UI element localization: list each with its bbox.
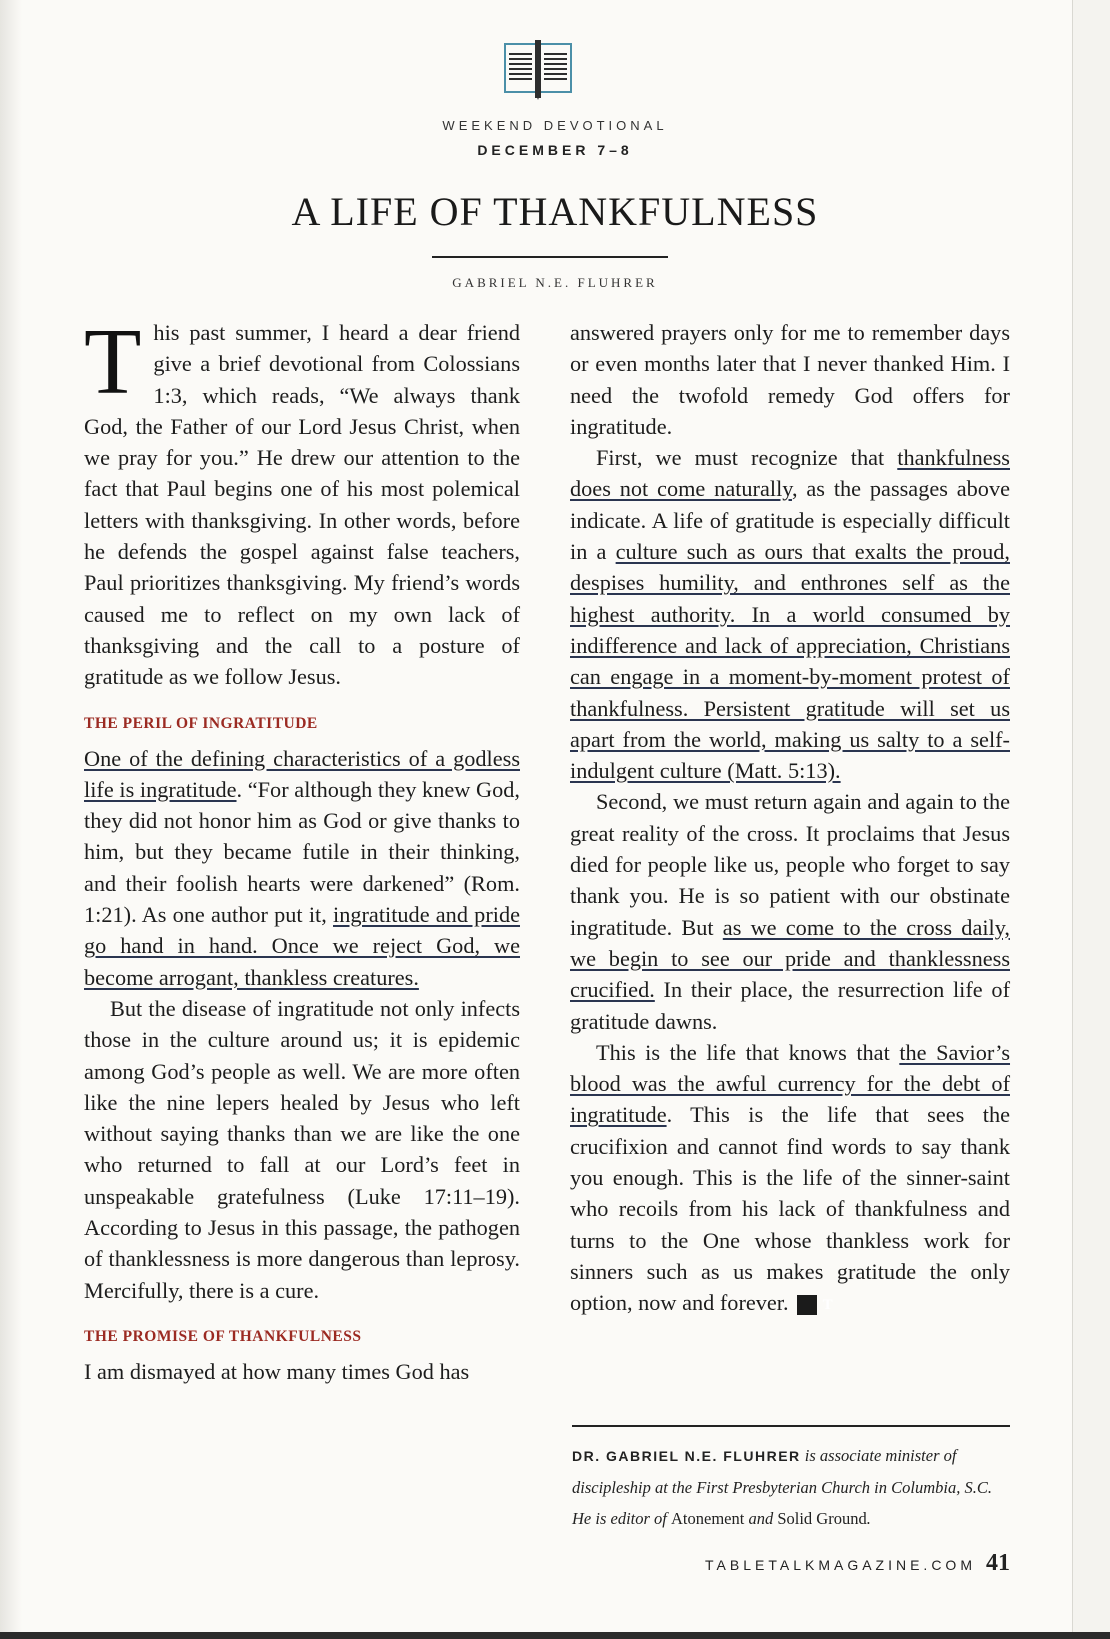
underlined-passage: as we come to the cross daily, we begin to see our pride and thanklessness crucified.: [570, 914, 1010, 1003]
paragraph-text: First, we must recognize that: [596, 445, 898, 471]
bio-book-title: Solid Ground: [777, 1509, 867, 1528]
end-mark-icon: T: [797, 1295, 817, 1315]
bio-book-title: Atonement: [671, 1509, 745, 1528]
paragraph-disease: But the disease of ingratitude not only infects those in the culture around us; it is epidemic among God’s people as well. We are more often like the nine lepers healed by Jesus who left without saying thanks than we are like the one who returned to fall at our Lord’s feet in unspeakable gratefulness (Luke 17:11–19). According to Jesus in this passage, the pathogen of thanklessness is more dangerous than leprosy. Mercifully, there is a cure.: [84, 995, 520, 1303]
article-title: A LIFE OF THANKFULNESS: [291, 189, 819, 234]
paragraph-text: In their place, the resurrection life of gratitude dawns.: [570, 977, 1010, 1034]
subhead-promise: THE PROMISE OF THANKFULNESS: [84, 1327, 362, 1345]
bio-text: is associate minister of discipleship at the First Presbyterian Church in Columbia, S.C. He is editor of: [572, 1446, 992, 1528]
right-column: [570, 317, 1010, 1319]
underlined-passage: One of the defining characteristics of a godless life is ingratitude: [84, 745, 520, 802]
underlined-passage: the Savior’s blood was the awful currency for the debt of ingratitude: [570, 1039, 1011, 1128]
footer-site: TABLETALKMAGAZINE.COM: [705, 1557, 976, 1573]
title-divider: [432, 256, 668, 258]
intro-text: his past summer, I heard a dear friend give a brief devotional from Colossians 1:3, which reads, “We always thank God, the Father of our Lord Jesus Christ, when we pray for you.” He drew our attention to the fact that Paul begins one of his most polemical letters with thanksgiving. In other words, before he defends the gospel against false teachers, Paul prioritizes thanksgiving. My friend’s words caused me to reflect on my own lack of thanksgiving and the call to a posture of gratitude as we follow Jesus.: [84, 320, 520, 690]
paragraph-first-remedy: [570, 442, 1010, 786]
left-column: [84, 310, 520, 1387]
author-byline: GABRIEL N.E. FLUHRER: [452, 275, 658, 290]
open-book-icon: [503, 40, 573, 102]
paragraph-closing: [570, 1037, 1010, 1319]
underlined-passage: culture such as ours that exalts the proud, despises humility, and enthrones self as the highest authority. In a world consumed by indifference and lack of appreciation, Christians can engage in a moment-by-moment protest of thankfulness. Persistent gratitude will set us apart from the world, making us salty to a self-indulgent culture (Matt. 5:13).: [570, 539, 1010, 784]
page-footer: [705, 1550, 1010, 1577]
author-bio: [572, 1440, 1012, 1534]
paragraph-dismayed-start: I am dismayed at how many times God has: [84, 1358, 470, 1384]
paragraph-second-remedy: [570, 786, 1010, 1036]
section-kicker: WEEKEND DEVOTIONAL: [442, 118, 668, 133]
bio-divider: [572, 1425, 1010, 1427]
bio-author-name: DR. GABRIEL N.E. FLUHRER: [572, 1448, 801, 1464]
issue-date: DECEMBER 7–8: [477, 142, 633, 158]
paragraph-text: . “For although they knew God, they did not honor him as God or give thanks to him, but they became futile in their thinking, and their foolish hearts were darkened” (Rom. 1:21). As one author put it,: [84, 776, 520, 928]
page-number: 41: [986, 1550, 1010, 1576]
paragraph-text: . This is the life that sees the crucifixion and cannot find words to say thank you enough. This is the life of the sinner-saint who recoils from his lack of thankfulness and turns to the One whose thankless work for sinners such as us makes gratitude the only option, now and forever.: [570, 1102, 1010, 1316]
paragraph-text: This is the life that knows that: [596, 1039, 900, 1065]
bio-text: and: [744, 1509, 778, 1528]
paragraph-dismayed-continued: answered prayers only for me to remember days or even months later that I never thanked Him. I need the twofold remedy God offers for ingratitude.: [570, 320, 1010, 439]
bio-text: .: [866, 1509, 871, 1528]
binding-shadow: [0, 0, 22, 1639]
drop-cap: T: [84, 310, 142, 414]
paragraph-text: , as the passages above indicate. A life of gratitude is especially difficult in a: [570, 476, 1010, 565]
paragraph-ingratitude: [84, 743, 520, 993]
scan-bottom-edge: [0, 1632, 1110, 1639]
paragraph-text: Second, we must return again and again to the great reality of the cross. It proclaims that Jesus died for people like us, people who forget to say thank you. He is so patient with our obstinate ingratitude. But: [570, 789, 1010, 940]
underlined-passage: ingratitude and pride go hand in hand. Once we reject God, we become arrogant, thankless creatures.: [84, 902, 520, 990]
subhead-peril: THE PERIL OF INGRATITUDE: [84, 714, 318, 732]
underlined-passage: thankfulness does not come naturally: [570, 445, 1010, 502]
intro-paragraph: [84, 310, 520, 693]
